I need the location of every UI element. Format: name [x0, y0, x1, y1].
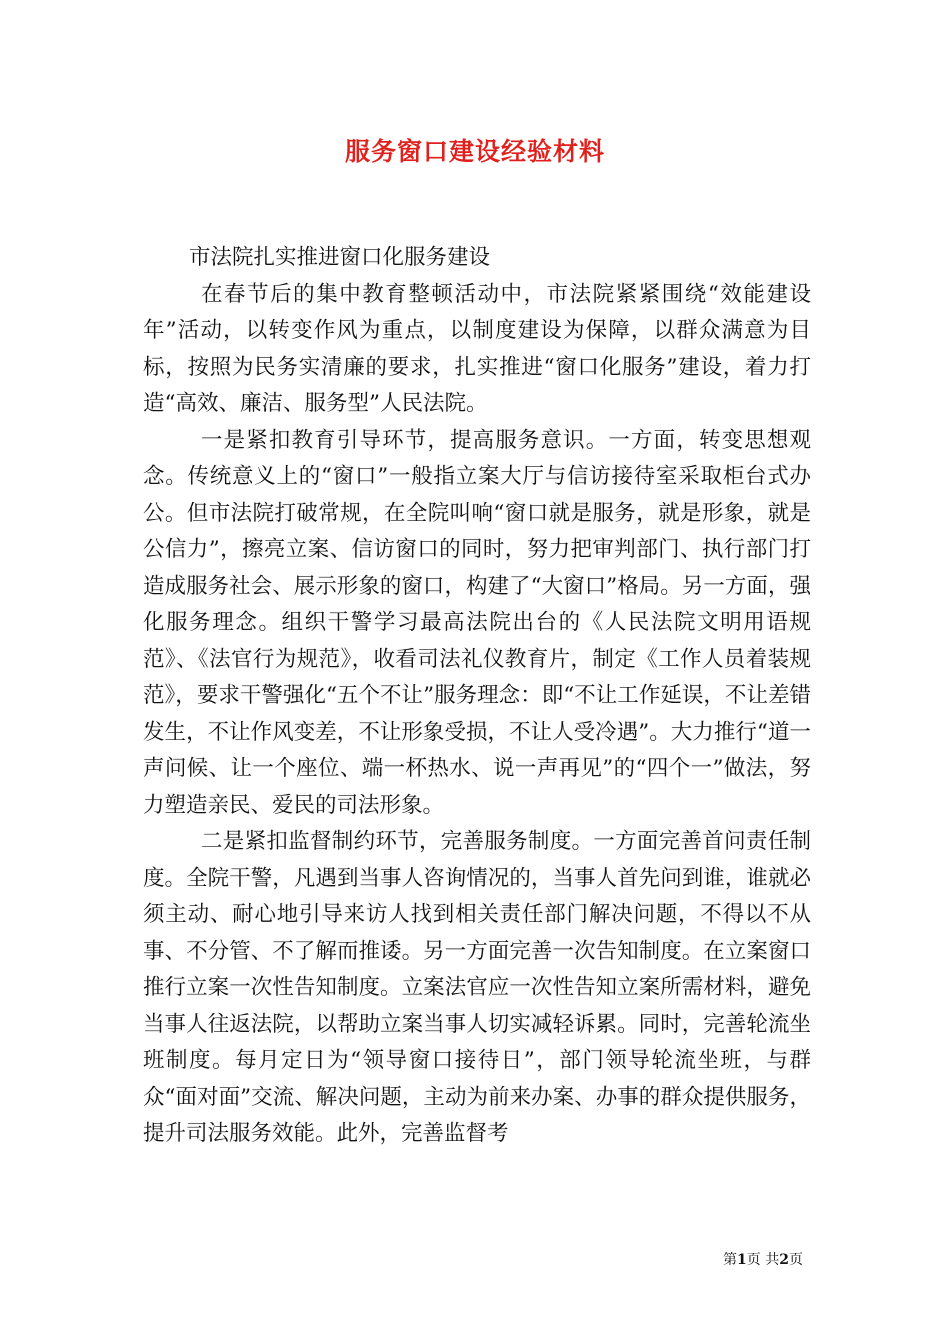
page-number-footer	[723, 1249, 803, 1269]
footer-total-pages: 2	[779, 1252, 789, 1268]
footer-middle: 页 共	[746, 1252, 780, 1268]
footer-suffix: 页	[789, 1252, 803, 1268]
document-title: 服务窗口建设经验材料	[344, 137, 605, 166]
paragraph-education: 一是紧扣教育引导环节，提高服务意识。一方面，转变思想观念。传统意义上的“窗口”一般指立案大厅与信访接待室采取柜台式办公。但市法院打破常规，在全院叫响“窗口就是服务，就是形象，就是公信力”，擦亮立案、信访窗口的同时，努力把审判部门、执行部门打造成服务社会、展示形象的窗口，构建了“大窗口”格局。另一方面，强化服务理念。组织干警学习最高法院出台的《人民法院文明用语规范》、《法官行为规范》，收看司法礼仪教育片，制定《工作人员着装规范》，要求干警强化“五个不让”服务理念：即“不让工作延误，不让差错发生，不让作风变差，不让形象受损，不让人受冷遇”。大力推行“道一声问候、让一个座位、端一杯热水、说一声再见”的“四个一”做法，努力塑造亲民、爱民的司法形象。	[143, 427, 811, 818]
paragraph-supervision: 二是紧扣监督制约环节，完善服务制度。一方面完善首问责任制度。全院干警，凡遇到当事人咨询情况的，当事人首先问到谁，谁就必须主动、耐心地引导来访人找到相关责任部门解决问题，不得以不从事、不分管、不了解而推诿。另一方面完善一次告知制度。在立案窗口推行立案一次性告知制度。立案法官应一次性告知立案所需材料，避免当事人往返法院，以帮助立案当事人切实减轻诉累。同时，完善轮流坐班制度。每月定日为“领导窗口接待日”，部门领导轮流坐班，与群众“面对面”交流、解决问题，主动为前来办案、办事的群众提供服务，提升司法服务效能。此外，完善监督考	[143, 829, 811, 1146]
document-body	[143, 240, 811, 1153]
document-subtitle: 市法院扎实推进窗口化服务建设	[189, 245, 491, 270]
footer-current-page: 1	[737, 1252, 747, 1268]
paragraph-intro: 在春节后的集中教育整顿活动中，市法院紧紧围绕“效能建设年”活动，以转变作风为重点，以制度建设为保障，以群众满意为目标，按照为民务实清廉的要求，扎实推进“窗口化服务”建设，着力打造“高效、廉洁、服务型”人民法院。	[143, 281, 811, 416]
footer-prefix: 第	[723, 1252, 738, 1268]
